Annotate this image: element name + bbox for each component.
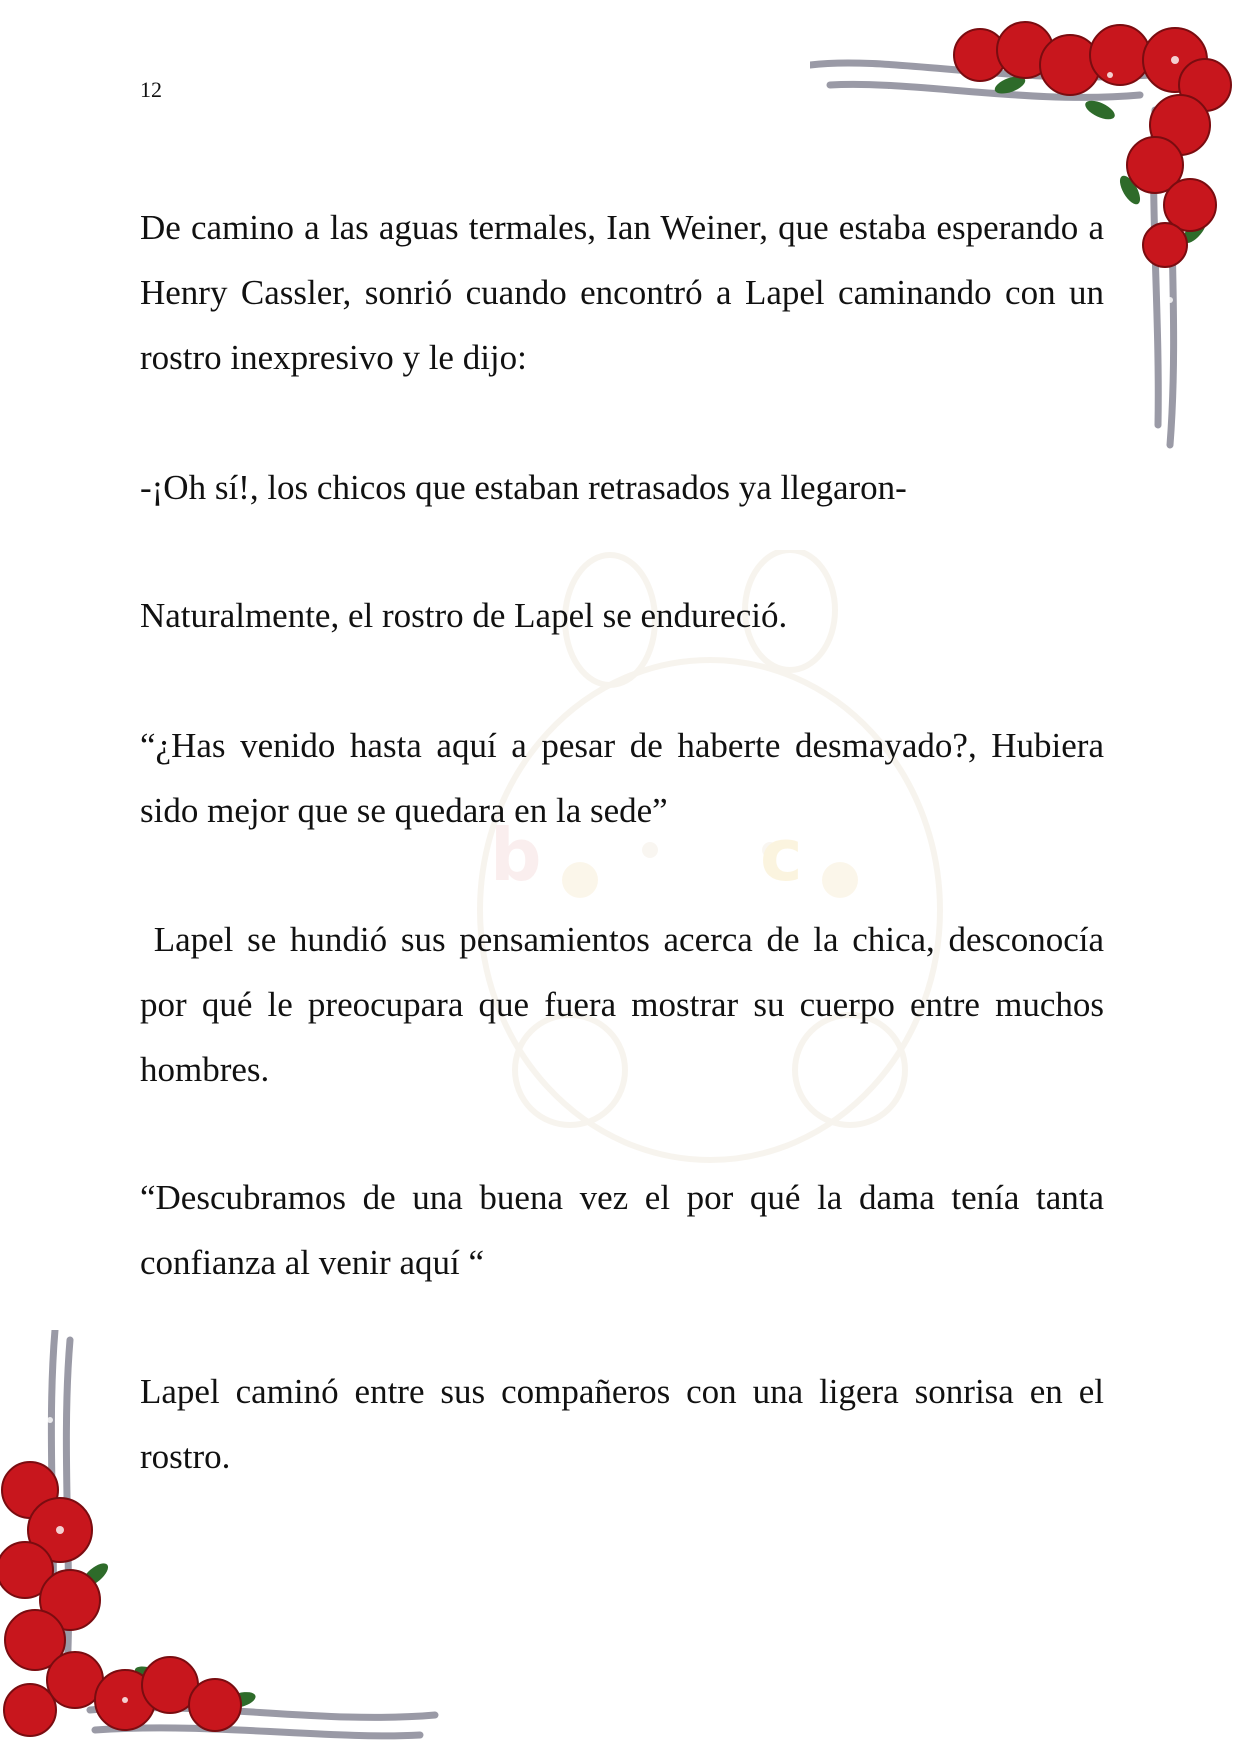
- paragraph-5: Lapel se hundió sus pensamientos acerca de la chica, desconocía por qué le preocupara que fuera mostrar su cuerpo entre muchos hombres.: [140, 920, 1104, 1089]
- paragraph-3: Naturalmente, el rostro de Lapel se endureció.: [140, 596, 788, 635]
- paragraph-4: “¿Has venido hasta aquí a pesar de haberte desmayado?, Hubiera sido mejor que se quedara en la sede”: [140, 726, 1104, 830]
- paragraph-7: Lapel caminó entre sus compañeros con una ligera sonrisa en el rostro.: [140, 1372, 1104, 1476]
- svg-text:c: c: [760, 813, 803, 897]
- svg-text:b: b: [490, 813, 542, 897]
- paragraph-6: “Descubramos de una buena vez el por qué la dama tenía tanta confianza al venir aquí “: [140, 1178, 1104, 1282]
- page-number: 12: [140, 77, 162, 102]
- paragraph-2: -¡Oh sí!, los chicos que estaban retrasados ya llegaron-: [140, 468, 907, 507]
- paragraph-1: De camino a las aguas termales, Ian Weiner, que estaba esperando a Henry Cassler, sonrió cuando encontró a Lapel caminando con un rostro inexpresivo y le dijo:: [140, 208, 1104, 377]
